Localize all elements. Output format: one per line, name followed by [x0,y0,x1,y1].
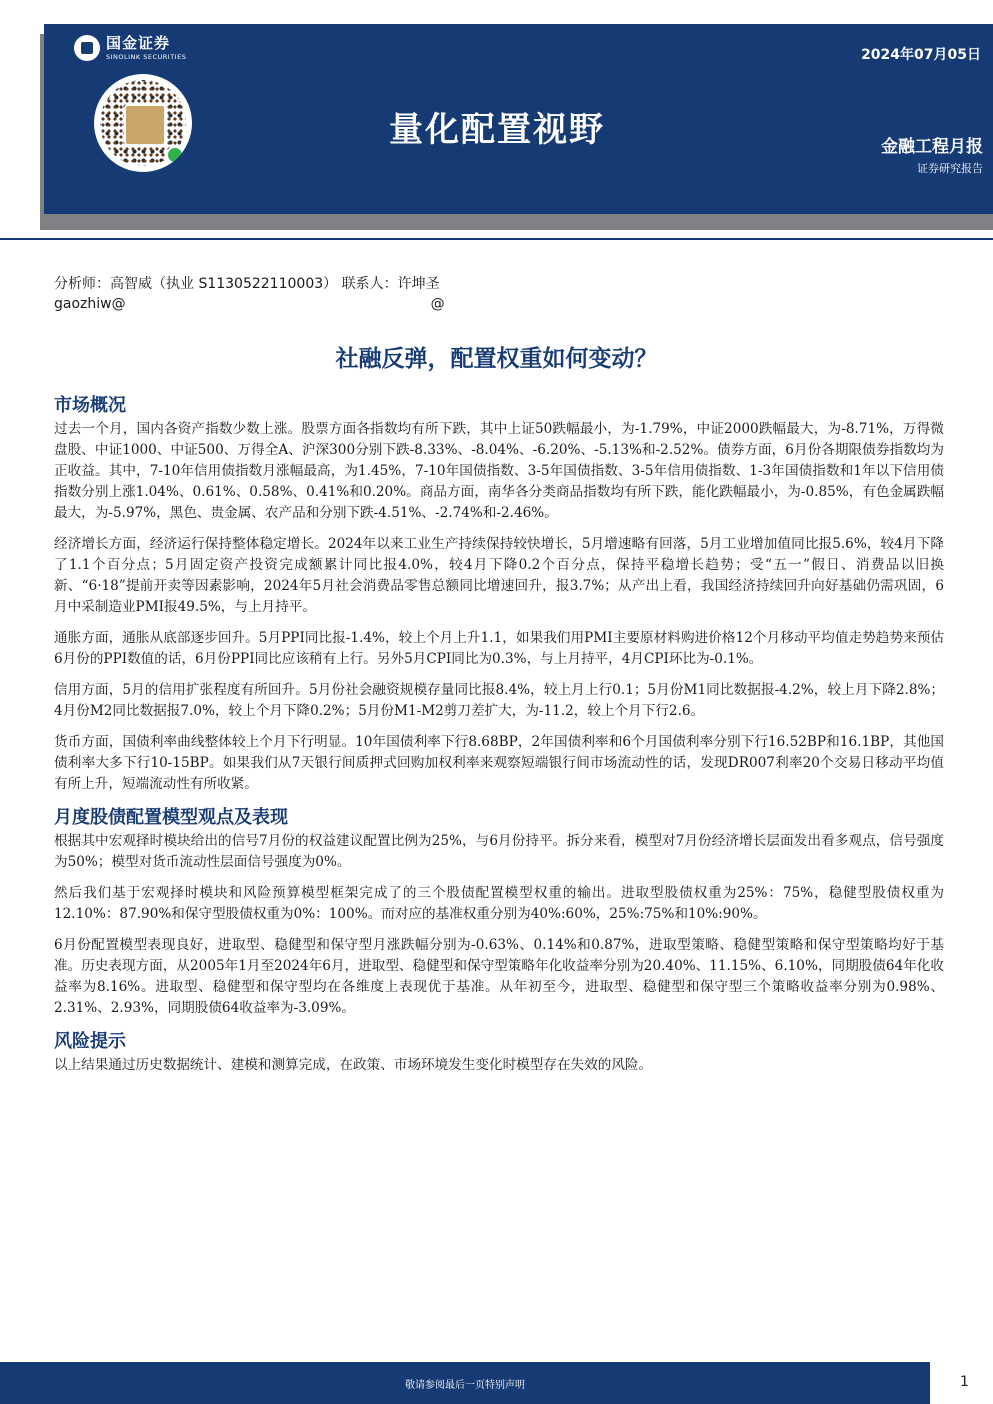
logo-chinese-name: 国金证券 [106,33,171,52]
page-title: 社融反弹，配置权重如何变动？ [335,346,658,372]
page-number: 1 [960,1374,969,1390]
footer-disclaimer: 敬请参阅最后一页特别声明 [405,1380,525,1391]
section-risk-warning [54,1029,944,1076]
section-allocation-model [54,805,944,1019]
report-series-title: 量化配置视野 [389,110,605,150]
paragraph: 通胀方面，通胀从底部逐步回升。5月PPI同比报-1.4%，较上个月上升1.1，如果我们用PMI主要原材料购进价格12个月移动平均值走势趋势来预估6月份的PPI数值的话，6月份PPI同比应该稍有上行。另外5月CPI同比为0.3%，与上月持平，4月CPI环比为-0.1%。 [54,630,944,667]
analyst-info [54,274,445,314]
report-type: 金融工程月报 [881,137,983,157]
qr-code-icon[interactable] [94,74,192,172]
contact-email[interactable]: @ [430,296,445,312]
paragraph: 然后我们基于宏观择时模块和风险预算模型框架完成了的三个股债配置模型权重的输出。进取型股债权重为25%：75%，稳健型股债权重为12.10%：87.90%和保守型股债权重为0%：100%。而对应的基准权重分别为40%:60%，25%:75%和10%:90%。 [54,885,944,922]
section-title: 市场概况 [54,395,126,416]
brand-logo [74,35,186,61]
header-banner [44,24,993,214]
section-title: 风险提示 [54,1031,126,1052]
section-title: 月度股债配置模型观点及表现 [54,807,288,828]
logo-english-name: SINOLINK SECURITIES [106,52,187,61]
report-date: 2024年07月05日 [861,47,981,63]
analyst-line: 分析师：高智威（执业 S1130522110003） 联系人：许坤圣 [54,276,440,292]
mini-program-icon [166,146,184,164]
paragraph: 信用方面，5月的信用扩张程度有所回升。5月份社会融资规模存量同比报8.4%，较上月上行0.1；5月份M1同比数据报-4.2%，较上月下降2.8%；4月份M2同比数据报7.0%，较上个月下降0.2%；5月份M1-M2剪刀差扩大，为-11.2，较上个月下行2.6。 [54,682,944,719]
section-market-overview [54,393,944,795]
paragraph: 根据其中宏观择时模块给出的信号7月份的权益建议配置比例为25%，与6月份持平。拆分来看，模型对7月份经济增长层面发出看多观点，信号强度为50%；模型对货币流动性层面信号强度为0%。 [54,833,944,870]
report-body [54,393,944,1086]
paragraph: 以上结果通过历史数据统计、建模和测算完成，在政策、市场环境发生变化时模型存在失效的风险。 [54,1057,653,1073]
sinolink-logo-icon [74,35,100,61]
paragraph: 经济增长方面，经济运行保持整体稳定增长。2024年以来工业生产持续保持较快增长，5月增速略有回落，5月工业增加值同比报5.6%，较4月下降了1.1个百分点；5月固定资产投资完成额累计同比报4.0%，较4月下降0.2个百分点，保持平稳增长趋势；受“五一”假日、消费品以旧换新、“6·18”提前开卖等因素影响，2024年5月社会消费品零售总额同比增速回升，报3.7%；从产出上看，我国经济持续回升向好基础仍需巩固，6月中采制造业PMI报49.5%，与上月持平。 [54,536,944,615]
analyst-email[interactable]: gaozhiw@ [54,296,126,312]
paragraph: 货币方面，国债利率曲线整体较上个月下行明显。10年国债利率下行8.68BP，2年国债利率和6个月国债利率分别下行16.52BP和16.1BP，其他国债利率大多下行10-15BP。如果我们从7天银行间质押式回购加权利率来观察短端银行间市场流动性的话，发现DR007利率20个交易日移动平均值有所上升，短端流动性有所收紧。 [54,734,944,792]
header-divider [0,238,993,240]
qr-center-logo [124,104,166,146]
paragraph: 过去一个月，国内各资产指数少数上涨。股票方面各指数均有所下跌，其中上证50跌幅最小，为-1.79%，中证2000跌幅最大，为-8.71%，万得微盘股、中证1000、中证500、万得全A、沪深300分别下跌-8.33%、-8.04%、-6.20%、-5.13%和-2.52%。债券方面，6月份各期限债券指数均为正收益。其中，7-10年信用债指数月涨幅最高，为1.45%，7-10年国债指数、3-5年国债指数、3-5年信用债指数、1-3年国债指数和1年以下信用债指数分别上涨1.04%、0.61%、0.58%、0.41%和0.20%。商品方面，南华各分类商品指数均有所下跌，能化跌幅最小，为-0.85%，有色金属跌幅最大，为-5.97%，黑色、贵金属、农产品和分别下跌-4.51%、-2.74%和-2.46%。 [54,421,944,521]
paragraph: 6月份配置模型表现良好，进取型、稳健型和保守型月涨跌幅分别为-0.63%、0.14%和0.87%，进取型策略、稳健型策略和保守型策略均好于基准。历史表现方面，从2005年1月至2024年6月，进取型、稳健型和保守型策略年化收益率分别为20.40%、11.15%、6.10%，同期股债64年化收益率为8.16%。进取型、稳健型和保守型均在各维度上表现优于基准。从年初至今，进取型、稳健型和保守型三个策略收益率分别为0.98%、2.31%、2.93%，同期股债64收益率为-3.09%。 [54,937,944,1016]
report-category: 证券研究报告 [917,162,983,175]
